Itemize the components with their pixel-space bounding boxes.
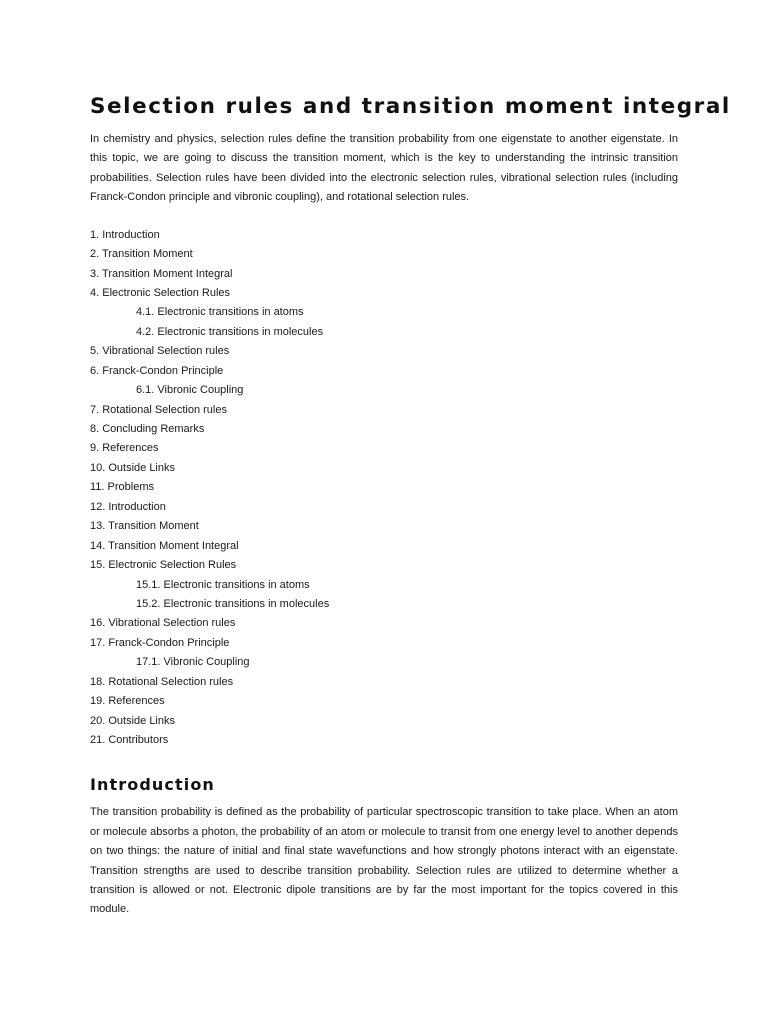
toc-item[interactable]: 2. Transition Moment: [90, 248, 193, 261]
toc-subitem[interactable]: 4.2. Electronic transitions in molecules: [136, 325, 324, 338]
toc-item[interactable]: 5. Vibrational Selection rules: [90, 345, 230, 358]
toc-item[interactable]: 10. Outside Links: [90, 461, 175, 474]
intro-paragraph: In chemistry and physics, selection rules define the transition probability from one eigenstate to another eigenstate. In this topic, we are going to discuss the transition moment, which is the key to understanding the intrinsic transition probabilities. Selection rules have been divided into the electronic selection rules, vibrational selection rules (including Franck-Condon principle and vibronic coupling), and rotational selection rules.: [90, 133, 678, 204]
document-page: [90, 93, 731, 920]
toc-item[interactable]: 9. References: [90, 442, 159, 455]
toc-item[interactable]: 15. Electronic Selection Rules: [90, 559, 237, 572]
toc-item[interactable]: 13. Transition Moment: [90, 520, 199, 533]
toc-item[interactable]: 8. Concluding Remarks: [90, 423, 205, 435]
toc-item[interactable]: 17. Franck-Condon Principle: [90, 636, 230, 649]
toc-item[interactable]: 16. Vibrational Selection rules: [90, 617, 236, 630]
toc-item[interactable]: 11. Problems: [90, 481, 154, 494]
toc-item[interactable]: 4. Electronic Selection Rules: [90, 286, 231, 299]
toc-subitem[interactable]: 15.2. Electronic transitions in molecules: [136, 597, 330, 610]
toc-item[interactable]: 1. Introduction: [90, 228, 160, 241]
toc-subitem[interactable]: 15.1. Electronic transitions in atoms: [136, 578, 310, 591]
introduction-paragraph: The transition probability is defined as the probability of particular spectroscopic transition to take place. When an atom or molecule absorbs a photon, the probability of an atom or molecule to transit from one energy level to another depends on two things: the nature of initial and final state wavefunctions and how strongly photons interact with an eigenstate. Transition strengths are used to describe transition probability. Selection rules are utilized to determine whether a transition is allowed or not. Electronic dipole transitions are by far the most important for the topics covered in this module.: [90, 806, 678, 916]
section-heading-introduction: Introduction: [90, 775, 215, 795]
table-of-contents: [90, 226, 678, 751]
toc-item[interactable]: 6. Franck-Condon Principle: [90, 364, 224, 377]
toc-item[interactable]: 3. Transition Moment Integral: [90, 267, 233, 280]
toc-item[interactable]: 20. Outside Links: [90, 714, 175, 727]
document-title: Selection rules and transition moment integral: [90, 94, 731, 119]
toc-subitem[interactable]: 4.1. Electronic transitions in atoms: [136, 306, 304, 319]
toc-item[interactable]: 18. Rotational Selection rules: [90, 675, 234, 688]
toc-item[interactable]: 14. Transition Moment Integral: [90, 539, 239, 552]
toc-item[interactable]: 21. Contributors: [90, 734, 169, 746]
toc-item[interactable]: 12. Introduction: [90, 500, 166, 513]
toc-item[interactable]: 19. References: [90, 695, 165, 708]
toc-subitem[interactable]: 6.1. Vibronic Coupling: [136, 384, 244, 397]
toc-item[interactable]: 7. Rotational Selection rules: [90, 403, 227, 416]
toc-subitem[interactable]: 17.1. Vibronic Coupling: [136, 656, 250, 669]
